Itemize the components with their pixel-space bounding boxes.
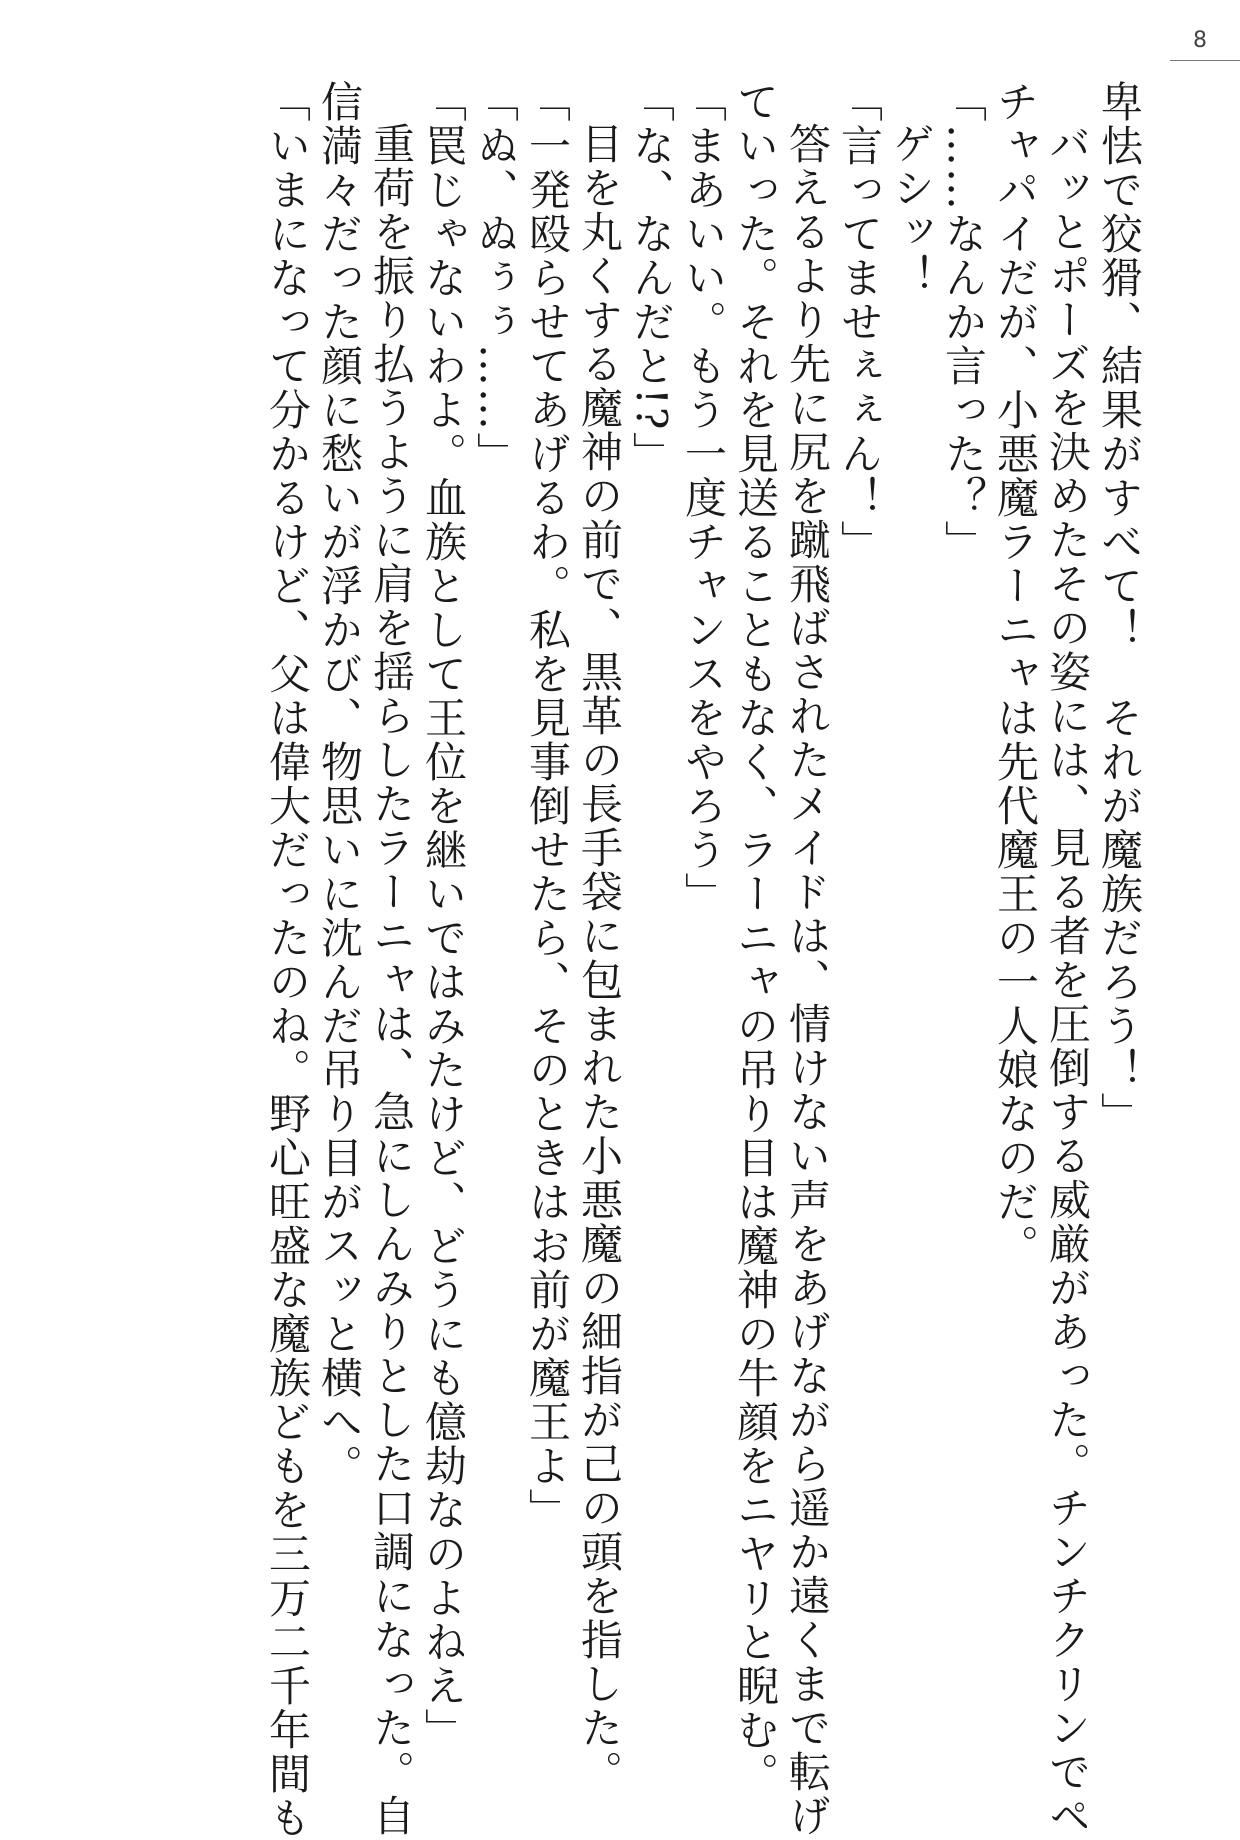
vertical-text-body [125,80,1145,1840]
text-line: 「ぬ、ぬぅぅ……」 [471,80,520,476]
text-line: 卑怯で狡猾、結果がすべて！ それが魔族だろう！」 [1095,80,1144,1136]
text-line: 「罠じゃないわよ。血族として王位を継いではみたけど、どうにも億劫なのよねえ」 [419,80,468,1752]
text-line: 信満々だった顔に愁いが浮かび、物思いに沈んだ吊り目がスッと横へ。 [315,80,364,1488]
text-line: チャパイだが、小悪魔ラーニャは先代魔王の一人娘なのだ。 [991,80,1040,1268]
text-line: 「言ってませぇぇん！」 [835,80,884,564]
page-number: 8 [1193,28,1207,53]
text-line: ゲシッ！ [887,122,936,298]
text-line: バッとポーズを決めたその姿には、見る者を圧倒する威厳があった。チンチクリンでペ [1043,122,1092,1838]
text-line: ていった。それを見送ることもなく、ラーニャの吊り目は魔神の牛顔をニヤリと睨む。 [731,80,780,1796]
page-number-rule [1170,60,1240,61]
text-line: 重荷を振り払うように肩を揺らしたラーニャは、急にしんみりとした口調になった。自 [367,122,416,1838]
text-line: 目を丸くする魔神の前で、黒革の長手袋に包まれた小悪魔の細指が己の頭を指した。 [575,122,624,1794]
text-line: 「一発殴らせてあげるわ。私を見事倒せたら、そのときはお前が魔王よ」 [523,80,572,1532]
text-line: 「……なんか言った？」 [939,80,988,564]
text-line: 答えるより先に尻を蹴飛ばされたメイドは、情けない声をあげながら遥か遠くまで転げ [783,122,832,1838]
text-line: 「まあいい。もう一度チャンスをやろう」 [679,80,728,916]
text-line: 「いまになって分かるけど、父は偉大だったのね。野心旺盛な魔族どもを三万二千年間も [263,80,312,1840]
text-line: 「な、なんだと!?」 [627,80,676,476]
